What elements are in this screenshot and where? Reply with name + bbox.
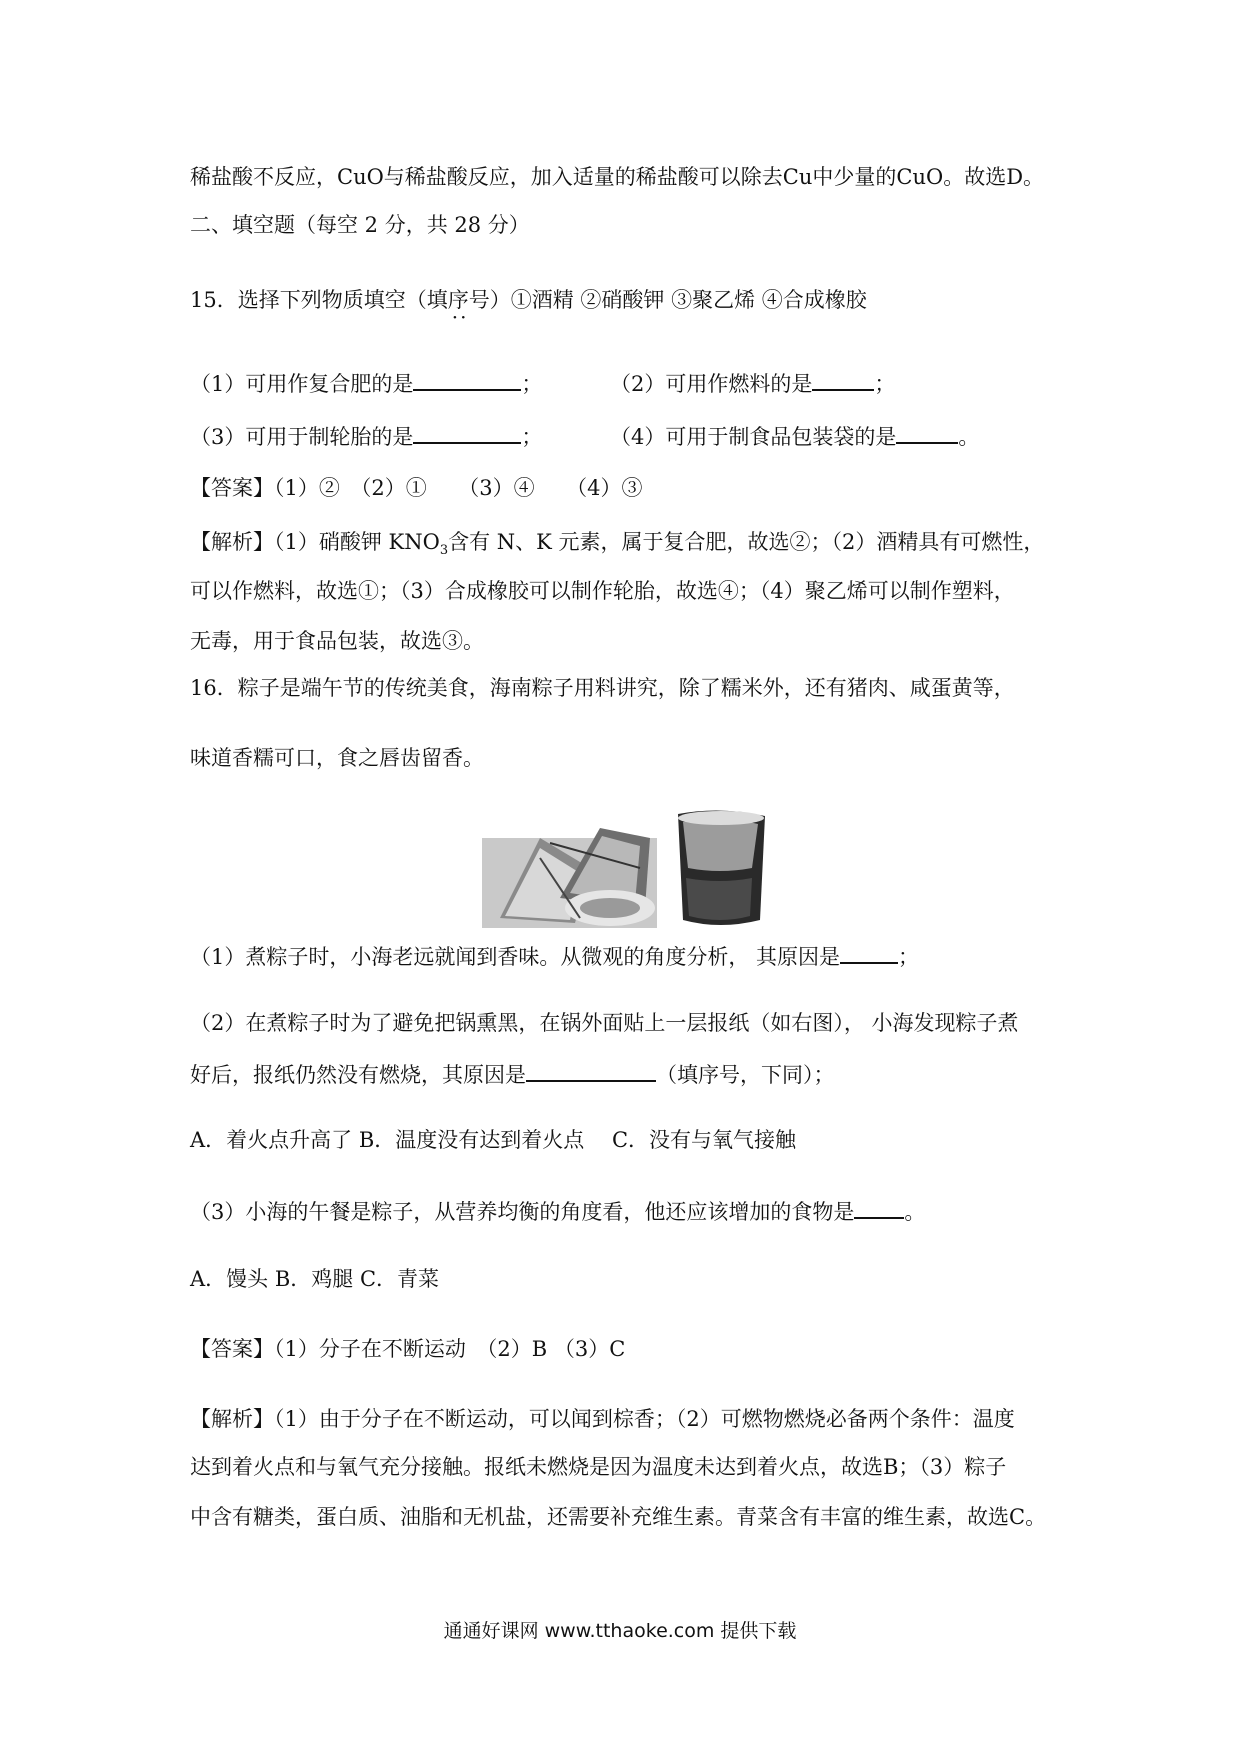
explanation-16-line: 中含有糖类，蛋白质、油脂和无机盐，还需要补充维生素。青菜含有丰富的维生素，故选C。 bbox=[190, 1505, 1047, 1529]
answer-blank bbox=[526, 1058, 656, 1082]
question-16-part-2-options: A．着火点升高了 B．温度没有达到着火点 C．没有与氧气接触 bbox=[190, 1128, 797, 1152]
question-15-row-2: （3）可用于制轮胎的是 ； （4）可用于制食品包装袋的是 。 bbox=[190, 420, 1070, 452]
answer-15: 【答案】（1）② （2）① （3）④ （4）③ bbox=[190, 476, 643, 500]
question-16-part-2-line: 好后，报纸仍然没有燃烧，其原因是 （填序号，下同）； bbox=[190, 1058, 835, 1090]
question-15-item-4: （4）可用于制食品包装袋的是 。 bbox=[610, 420, 979, 452]
answer-blank bbox=[854, 1195, 904, 1219]
explanation-15-line: 可以作燃料，故选①；（3）合成橡胶可以制作轮胎，故选④；（4）聚乙烯可以制作塑料， bbox=[190, 579, 1015, 603]
question-16-part-2: （2）在煮粽子时为了避免把锅熏黑，在锅外面贴上一层报纸（如右图）， 小海发现粽子煮 bbox=[190, 1011, 1019, 1035]
emphasis-dots: 序号 ·· bbox=[448, 288, 490, 312]
question-16-line: 味道香糯可口，食之唇齿留香。 bbox=[190, 746, 484, 770]
explanation-16-line: 达到着火点和与氧气充分接触。报纸未燃烧是因为温度未达到着火点，故选B；（3）粽子 bbox=[190, 1455, 1007, 1479]
question-15-row-1: （1）可用作复合肥的是 ； （2）可用作燃料的是 ； bbox=[190, 367, 1070, 399]
explanation-15-line: 【解析】（1）硝酸钾 $KNO_3$含有 N、K 元素，属于复合肥，故选②；（2）酒精具有可燃性， bbox=[190, 530, 1045, 559]
question-16-part-3: （3）小海的午餐是粽子，从营养均衡的角度看，他还应该增加的食物是 。 bbox=[190, 1195, 925, 1227]
question-16-part-1: （1）煮粽子时，小海老远就闻到香味。从微观的角度分析， 其原因是 ； bbox=[190, 940, 919, 972]
question-15-item-2: （2）可用作燃料的是 ； bbox=[610, 367, 895, 399]
text-line: 稀盐酸不反应，CuO与稀盐酸反应，加入适量的稀盐酸可以除去Cu中少量的CuO。故选D。 bbox=[190, 165, 1045, 189]
question-16-part-3-options: A．馒头 B．鸡腿 C．青菜 bbox=[190, 1267, 440, 1291]
answer-blank bbox=[812, 367, 874, 391]
zongzi-and-pot-photo bbox=[480, 808, 772, 930]
answer-16: 【答案】（1）分子在不断运动 （2）B （3）C bbox=[190, 1337, 626, 1361]
page-footer: 通通好课网 www.tthaoke.com 提供下载 bbox=[443, 1620, 797, 1642]
answer-blank bbox=[896, 420, 958, 444]
section-heading: 二、填空题（每空 2 分，共 28 分） bbox=[190, 213, 530, 237]
answer-blank bbox=[840, 940, 898, 964]
explanation-16-line: 【解析】（1）由于分子在不断运动，可以闻到棕香；（2）可燃物燃烧必备两个条件：温度 bbox=[190, 1407, 1015, 1431]
explanation-15-line: 无毒，用于食品包装，故选③。 bbox=[190, 629, 484, 653]
answer-blank bbox=[413, 367, 521, 391]
answer-blank bbox=[413, 420, 521, 444]
question-15: 15．选择下列物质填空（填序号 ··）①酒精 ②硝酸钾 ③聚乙烯 ④合成橡胶 bbox=[190, 285, 867, 315]
question-16: 16．粽子是端午节的传统美食，海南粽子用料讲究，除了糯米外，还有猪肉、咸蛋黄等， bbox=[190, 676, 1015, 700]
